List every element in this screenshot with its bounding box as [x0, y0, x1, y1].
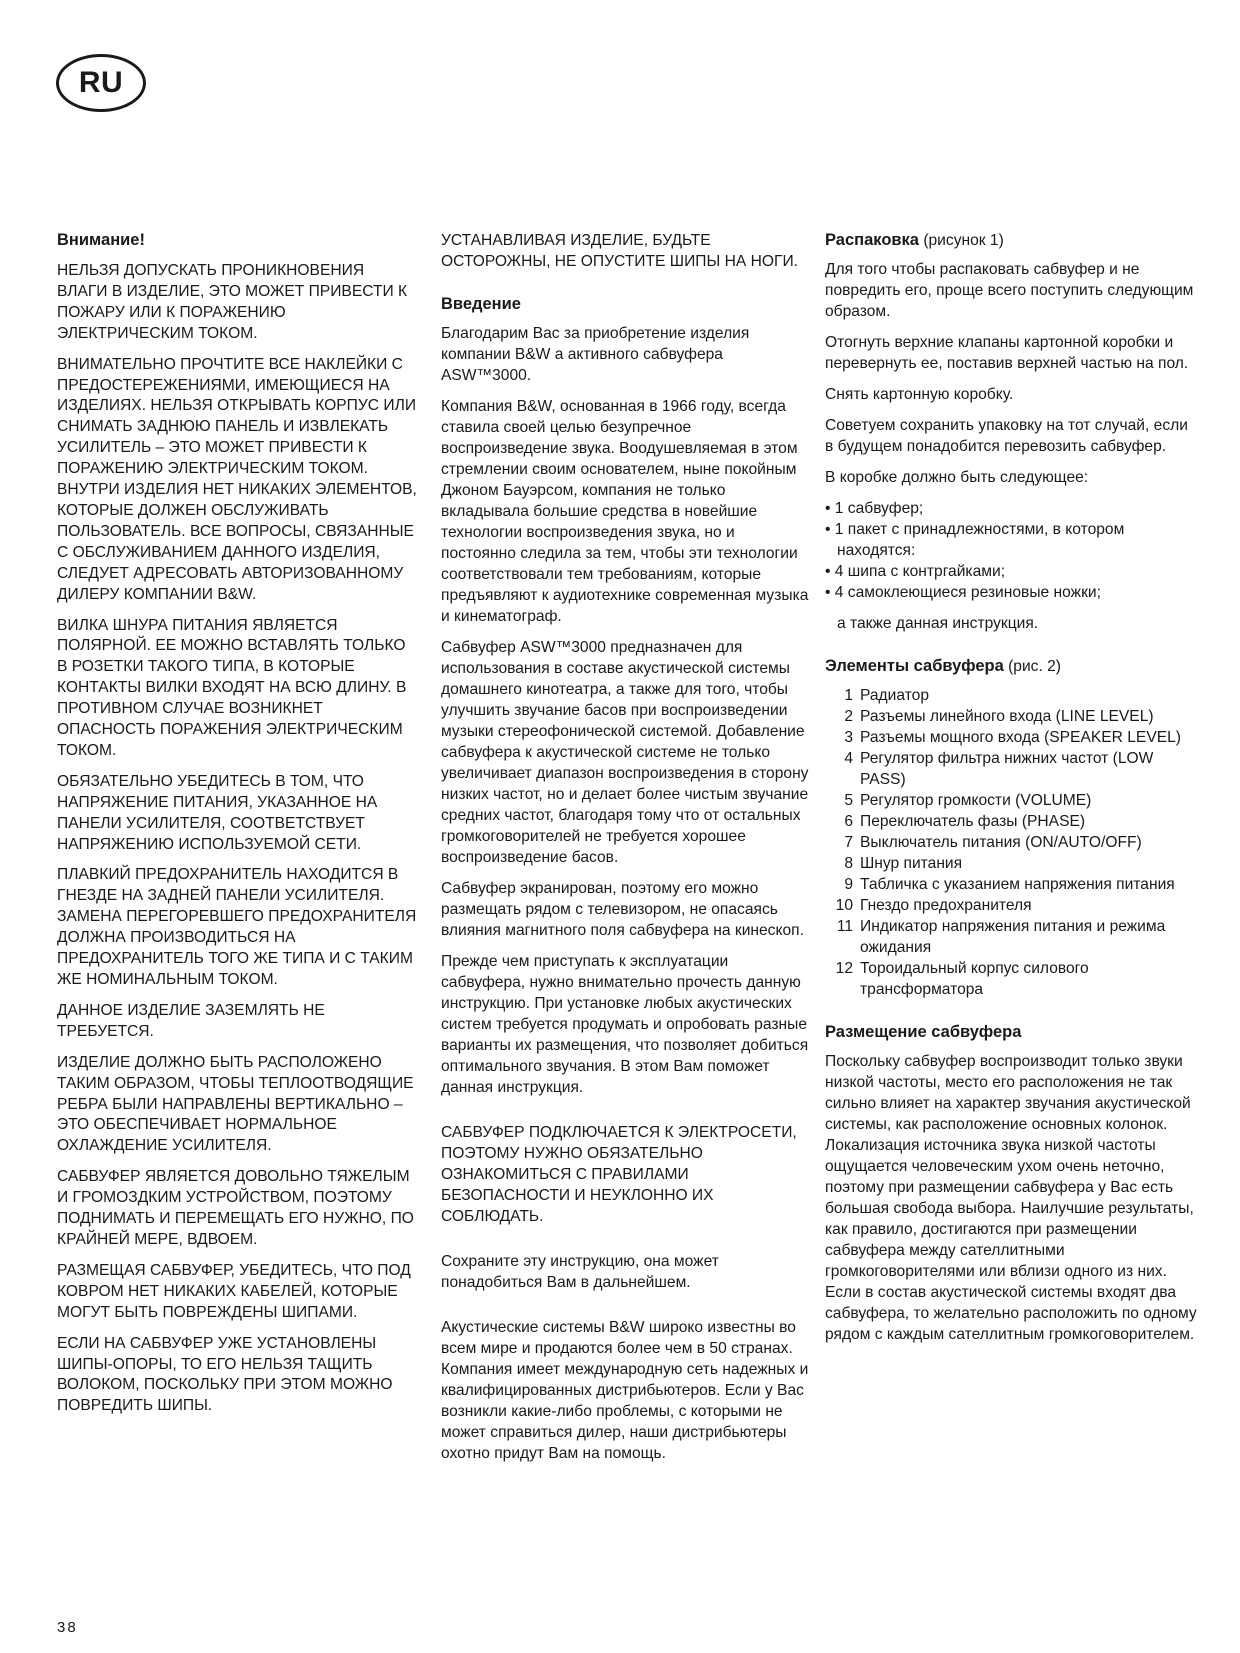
column-warnings — [57, 230, 417, 1427]
distributors-paragraph: Акустические системы B&W широко известны во всем мире и продаются более чем в 50 странах. Компания имеет международную сеть надежных и квалифицированных дистрибьютеров. Если у Вас возникли какие-либо проблемы, с которыми не может справиться дилер, наши дистрибьютеры охотно придут Вам на помощь. — [441, 1319, 809, 1462]
list-item: • 4 шипа с контргайками; — [825, 563, 1006, 580]
list-item: 3 Разъемы мощного входа (SPEAKER LEVEL) — [844, 729, 1181, 746]
box-contents-list — [825, 498, 1197, 603]
warning-paragraph: ЕСЛИ НА САБВУФЕР УЖЕ УСТАНОВЛЕНЫ ШИПЫ-ОПОРЫ, ТО ЕГО НЕЛЬЗЯ ТАЩИТЬ ВОЛОКОМ, ПОСКОЛЬКУ ПРИ ЭТОМ МОЖНО ПОВРЕДИТЬ ШИПЫ. — [57, 1334, 393, 1415]
intro-paragraph: Компания B&W, основанная в 1966 году, всегда ставила своей целью безупречное воспроизведение звука. Воодушевляемая в этом стремлении своим основателем, ныне покойным Джоном Бауэрсом, компания не только вкладывала большие средства в новейшие технологии воспроизведения звука, но и постоянно следила за тем, чтобы эти технологии соответствовали тем требованиям, которые предъявляют к аудиотехнике современная музыка и кинематограф. — [441, 398, 809, 625]
box-note: а также данная инструкция. — [837, 615, 1039, 632]
warning-paragraph: ПЛАВКИЙ ПРЕДОХРАНИТЕЛЬ НАХОДИТСЯ В ГНЕЗДЕ НА ЗАДНЕЙ ПАНЕЛИ УСИЛИТЕЛЯ. ЗАМЕНА ПЕРЕГОРЕВШЕГО ПРЕДОХРАНИТЕЛЯ ДОЛЖНА ПРОИЗВОДИТЬСЯ НА ПРЕДОХРАНИТЕЛЬ ТОГО ЖЕ ТИПА И С ТАКИМ ЖЕ НОМИНАЛЬНЫМ ТОКОМ. — [57, 866, 417, 988]
list-item: 4 Регулятор фильтра нижних частот (LOW PASS) — [844, 750, 1154, 788]
placement-paragraph: Поскольку сабвуфер воспроизводит только звуки низкой частоты, место его расположения не так сильно влияет на характер звучания акустической системы, как расположение основных колонок. Локализация источника звука низкой частоты ощущается человеческим ухом очень неточно, поэтому при размещении сабвуфера у Вас есть большая свобода выбора. Наилучшие результаты, как правило, достигаются при размещении сабвуфера между сателлитными громкоговорителями или вблизи одного из них. Если в состав акустической системы входят два сабвуфера, то желательно расположить по одному рядом с каждым сателлитным громкоговорителем. — [825, 1053, 1197, 1343]
list-item: 12 Тороидальный корпус силового трансформатора — [835, 960, 1089, 998]
list-item: • 1 пакет с принадлежностями, в котором находятся: — [825, 521, 1125, 559]
unpack-paragraph: Для того чтобы распаковать сабвуфер и не повредить его, проще всего поступить следующим образом. — [825, 261, 1194, 320]
list-item: • 1 сабвуфер; — [825, 500, 924, 517]
unpack-paragraph: Снять картонную коробку. — [825, 386, 1014, 403]
unpack-paragraph: Отогнуть верхние клапаны картонной коробки и перевернуть ее, поставив верхней частью на пол. — [825, 334, 1189, 372]
unpacking-heading: Распаковка (рисунок 1) — [825, 231, 1004, 249]
list-item: 10 Гнездо предохранителя — [835, 897, 1032, 914]
unpack-paragraph: В коробке должно быть следующее: — [825, 469, 1089, 486]
intro-paragraph: Сабвуфер экранирован, поэтому его можно размещать рядом с телевизором, не опасаясь влияния магнитного поля сабвуфера на кинескоп. — [441, 880, 804, 939]
list-item: 2 Разъемы линейного входа (LINE LEVEL) — [844, 708, 1154, 725]
unpack-paragraph: Советуем сохранить упаковку на тот случай, если в будущем понадобится перевозить сабвуфер. — [825, 417, 1188, 455]
intro-paragraph: Сабвуфер ASW™3000 предназначен для использования в составе акустической системы домашнего кинотеатра, а также для того, чтобы улучшить звучание басов при воспроизведении музыки стереофонической системой. Добавление сабвуфера к акустической системе не только увеличивает диапазон воспроизведения в сторону низких частот, но и делает более чистым звучание средних частот, благодаря тому что от остальных громкоговорителей не требуется хорошее воспроизведение басов. — [441, 639, 809, 866]
warning-paragraph: ВИЛКА ШНУРА ПИТАНИЯ ЯВЛЯЕТСЯ ПОЛЯРНОЙ. ЕЕ МОЖНО ВСТАВЛЯТЬ ТОЛЬКО В РОЗЕТКИ ТАКОГО ТИПА, В КОТОРЫЕ КОНТАКТЫ ВИЛКИ ВХОДЯТ НА ВСЮ ДЛИНУ. В ПРОТИВНОМ СЛУЧАЕ ВОЗНИКНЕТ ОПАСНОСТЬ ПОРАЖЕНИЯ ЭЛЕКТРИЧЕСКИМ ТОКОМ. — [57, 616, 407, 759]
warning-paragraph: ОБЯЗАТЕЛЬНО УБЕДИТЕСЬ В ТОМ, ЧТО НАПРЯЖЕНИЕ ПИТАНИЯ, УКАЗАННОЕ НА ПАНЕЛИ УСИЛИТЕЛЯ, СООТВЕТСТВУЕТ НАПРЯЖЕНИЮ ИСПОЛЬЗУЕМОЙ СЕТИ. — [57, 772, 378, 853]
warning-paragraph: РАЗМЕЩАЯ САБВУФЕР, УБЕДИТЕСЬ, ЧТО ПОД КОВРОМ НЕТ НИКАКИХ КАБЕЛЕЙ, КОТОРЫЕ МОГУТ БЫТЬ ПОВРЕЖДЕНЫ ШИПАМИ. — [57, 1261, 411, 1321]
warning-paragraph: ДАННОЕ ИЗДЕЛИЕ ЗАЗЕМЛЯТЬ НЕ ТРЕБУЕТСЯ. — [57, 1001, 325, 1040]
safety-notice: САБВУФЕР ПОДКЛЮЧАЕТСЯ К ЭЛЕКТРОСЕТИ, ПОЭТОМУ НУЖНО ОБЯЗАТЕЛЬНО ОЗНАКОМИТЬСЯ С ПРАВИЛАМИ БЕЗОПАСНОСТИ И НЕУКЛОННО ИХ СОБЛЮДАТЬ. — [441, 1124, 797, 1225]
warning-paragraphs — [57, 261, 417, 1417]
elements-list — [825, 685, 1197, 1000]
introduction-heading: Введение — [441, 295, 521, 313]
elements-heading: Элементы сабвуфера (рис. 2) — [825, 657, 1061, 675]
list-item: 1 Радиатор — [844, 687, 930, 704]
placement-heading: Размещение сабвуфера — [825, 1023, 1022, 1041]
list-item: 5 Регулятор громкости (VOLUME) — [844, 792, 1092, 809]
column-unpacking — [825, 230, 1197, 1355]
warning-paragraph: ВНИМАТЕЛЬНО ПРОЧТИТЕ ВСЕ НАКЛЕЙКИ С ПРЕДОСТЕРЕЖЕНИЯМИ, ИМЕЮЩИЕСЯ НА ИЗДЕЛИЯХ. НЕЛЬЗЯ ОТКРЫВАТЬ КОРПУС ИЛИ СНИМАТЬ ЗАДНЮЮ ПАНЕЛЬ И ИЗВЛЕКАТЬ УСИЛИТЕЛЬ – ЭТО МОЖЕТ ПРИВЕСТИ К ПОРАЖЕНИЮ ЭЛЕКТРИЧЕСКИМ ТОКОМ. ВНУТРИ ИЗДЕЛИЯ НЕТ НИКАКИХ ЭЛЕМЕНТОВ, КОТОРЫЕ ДОЛЖЕН ОБСЛУЖИВАТЬ ПОЛЬЗОВАТЕЛЬ. ВСЕ ВОПРОСЫ, СВЯЗАННЫЕ С ОБСЛУЖИВАНИЕМ ДАННОГО ИЗДЕЛИЯ, СЛЕДУЕТ АДРЕСОВАТЬ АВТОРИЗОВАННОМУ ДИЛЕРУ КОМПАНИИ B&W. — [57, 355, 417, 603]
warning-paragraph: НЕЛЬЗЯ ДОПУСКАТЬ ПРОНИКНОВЕНИЯ ВЛАГИ В ИЗДЕЛИЕ, ЭТО МОЖЕТ ПРИВЕСТИ К ПОЖАРУ ИЛИ К ПОРАЖЕНИЮ ЭЛЕКТРИЧЕСКИМ ТОКОМ. — [57, 262, 408, 342]
language-badge: RU — [56, 54, 146, 112]
figure-reference: (рис. 2) — [1003, 658, 1061, 675]
intro-paragraph: Благодарим Вас за приобретение изделия компании B&W а активного сабвуфера ASW™3000. — [441, 325, 750, 384]
intro-paragraph: Прежде чем приступать к эксплуатации сабвуфера, нужно внимательно прочесть данную инструкцию. При установке любых акустических систем требуется продумать и опробовать разные варианты их размещения, что позволяет добиться оптимального звучания. В этом Вам поможет данная инструкция. — [441, 953, 809, 1096]
warning-heading: Внимание! — [57, 231, 145, 249]
warning-paragraph: САБВУФЕР ЯВЛЯЕТСЯ ДОВОЛЬНО ТЯЖЕЛЫМ И ГРОМОЗДКИМ УСТРОЙСТВОМ, ПОЭТОМУ ПОДНИМАТЬ И ПЕРЕМЕЩАТЬ ЕГО НУЖНО, ПО КРАЙНЕЙ МЕРЕ, ВДВОЕМ. — [57, 1168, 414, 1248]
figure-reference: (рисунок 1) — [918, 232, 1004, 249]
page-number: 38 — [57, 1619, 78, 1636]
list-item: • 4 самоклеющиеся резиновые ножки; — [825, 584, 1101, 601]
list-item: 8 Шнур питания — [844, 855, 963, 872]
list-item: 7 Выключатель питания (ON/AUTO/OFF) — [844, 834, 1142, 851]
list-item: 9 Табличка с указанием напряжения питания — [844, 876, 1175, 893]
list-item: 6 Переключатель фазы (PHASE) — [844, 813, 1086, 830]
column-introduction — [441, 230, 811, 1474]
list-item: 11 Индикатор напряжения питания и режима ожидания — [836, 918, 1166, 956]
keep-instructions-note: Сохраните эту инструкцию, она может понадобиться Вам в дальнейшем. — [441, 1253, 719, 1291]
warning-paragraph: ИЗДЕЛИЕ ДОЛЖНО БЫТЬ РАСПОЛОЖЕНО ТАКИМ ОБРАЗОМ, ЧТОБЫ ТЕПЛООТВОДЯЩИЕ РЕБРА БЫЛИ НАПРАВЛЕНЫ ВЕРТИКАЛЬНО – ЭТО ОБЕСПЕЧИВАЕТ НОРМАЛЬНОЕ ОХЛАЖДЕНИЕ УСИЛИТЕЛЯ. — [57, 1053, 414, 1155]
spikes-warning: УСТАНАВЛИВАЯ ИЗДЕЛИЕ, БУДЬТЕ ОСТОРОЖНЫ, НЕ ОПУСТИТЕ ШИПЫ НА НОГИ. — [441, 232, 798, 270]
